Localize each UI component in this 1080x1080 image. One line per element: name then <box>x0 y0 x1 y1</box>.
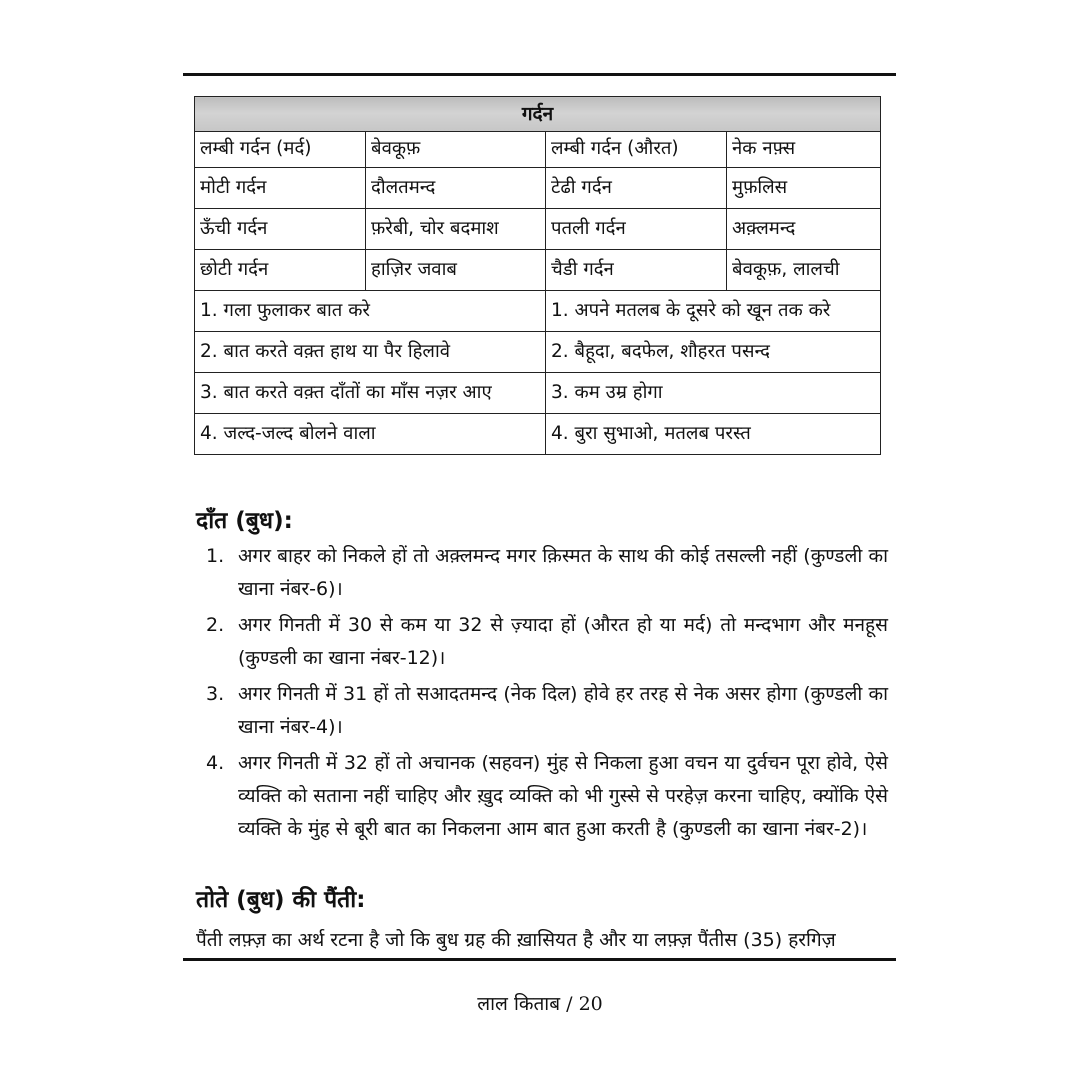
list-item-text: अगर गिनती में 32 हों तो अचानक (सहवन) मुंह से निकला हुआ वचन या दुर्वचन पूरा होवे, ऐसे व्यक्ति को सताना नहीं चाहिए और ख़ुद व्यक्ति को भी गुस्से से परहेज़ करना चाहिए, क्योंकि ऐसे व्यक्ति के मुंह से बूरी बात का निकलना आम बात हुआ करती है (कुण्डली का खाना नंबर-2)। <box>238 752 888 840</box>
table-cell: हाज़िर जवाब <box>366 250 546 291</box>
page-footer <box>0 990 1080 1016</box>
table-cell: 2. बात करते वक़्त हाथ या पैर हिलावे <box>195 332 546 373</box>
table-cell: पतली गर्दन <box>546 209 727 250</box>
table-cell: लम्बी गर्दन (मर्द) <box>195 132 366 168</box>
table-cell: बेवकूफ़ <box>366 132 546 168</box>
table-row <box>195 250 881 291</box>
book-title: लाल किताब <box>477 993 561 1015</box>
list-item-number: 2. <box>206 614 225 636</box>
table-cell: 4. बुरा सुभाओ, मतलब परस्त <box>546 414 881 455</box>
list-item <box>198 540 888 606</box>
table-cell: लम्बी गर्दन (औरत) <box>546 132 727 168</box>
list-item <box>198 678 888 744</box>
list-item-text: अगर गिनती में 30 से कम या 32 से ज़्यादा हों (औरत हो या मर्द) तो मन्दभाग और मनहूस (कुण्डली का खाना नंबर-12)। <box>238 614 888 669</box>
table-cell: नेक नफ़्स <box>727 132 881 168</box>
table-header-row <box>195 97 881 132</box>
table-title: गर्दन <box>195 97 881 132</box>
teeth-list <box>198 540 888 849</box>
table-cell: 4. जल्द-जल्द बोलने वाला <box>195 414 546 455</box>
top-rule <box>183 73 896 76</box>
bottom-rule <box>183 958 896 961</box>
table-cell: मोटी गर्दन <box>195 168 366 209</box>
table-row <box>195 168 881 209</box>
table-cell: फ़रेबी, चोर बदमाश <box>366 209 546 250</box>
table-row <box>195 209 881 250</box>
table-cell: 1. अपने मतलब के दूसरे को खून तक करे <box>546 291 881 332</box>
parrot-paragraph: पैंती लफ़्ज़ का अर्थ रटना है जो कि बुध ग्रह की ख़ासियत है और या लफ़्ज़ पैंतीस (35) हरगिज़ <box>196 929 836 951</box>
table-row <box>195 332 881 373</box>
list-item-number: 1. <box>206 545 225 567</box>
table-row <box>195 132 881 168</box>
table-cell: बेवकूफ़, लालची <box>727 250 881 291</box>
page-number: 20 <box>578 993 603 1015</box>
table-cell: अक़्लमन्द <box>727 209 881 250</box>
table-cell: ऊँची गर्दन <box>195 209 366 250</box>
table-row <box>195 291 881 332</box>
table-cell: 1. गला फुलाकर बात करे <box>195 291 546 332</box>
table-cell: दौलतमन्द <box>366 168 546 209</box>
table-row <box>195 414 881 455</box>
list-item <box>198 609 888 675</box>
table-cell: चैडी गर्दन <box>546 250 727 291</box>
table-cell: 3. बात करते वक़्त दाँतों का माँस नज़र आए <box>195 373 546 414</box>
list-item-number: 3. <box>206 683 225 705</box>
footer-separator: / <box>566 993 573 1015</box>
table-cell: मुफ़लिस <box>727 168 881 209</box>
table-row <box>195 373 881 414</box>
list-item-text: अगर बाहर को निकले हों तो अक़्लमन्द मगर क़िस्मत के साथ की कोई तसल्ली नहीं (कुण्डली का खाना नंबर-6)। <box>238 545 888 600</box>
list-item-text: अगर गिनती में 31 हों तो सआदतमन्द (नेक दिल) होवे हर तरह से नेक असर होगा (कुण्डली का खाना नंबर-4)। <box>238 683 888 738</box>
teeth-heading: दाँत (बुध): <box>196 508 293 534</box>
table-cell: टेढी गर्दन <box>546 168 727 209</box>
neck-traits-table <box>194 96 881 455</box>
list-item <box>198 747 888 846</box>
table-cell: छोटी गर्दन <box>195 250 366 291</box>
table-cell: 3. कम उम्र होगा <box>546 373 881 414</box>
table-cell: 2. बैहूदा, बदफेल, शौहरत पसन्द <box>546 332 881 373</box>
parrot-heading: तोते (बुध) की पैंती: <box>196 887 366 913</box>
list-item-number: 4. <box>206 752 225 774</box>
